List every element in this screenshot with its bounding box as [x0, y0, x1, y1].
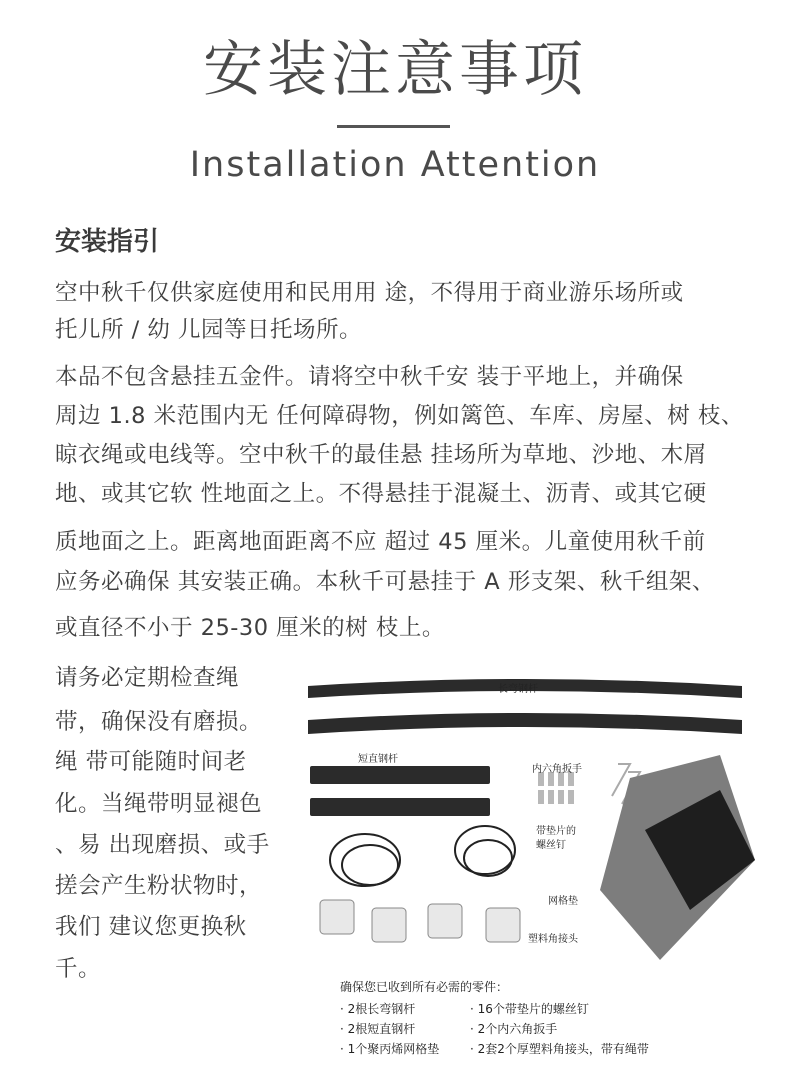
- side-line: 化。当绳带明显褪色: [55, 791, 263, 817]
- checklist-item: · 16个带垫片的螺丝钉: [470, 1002, 589, 1016]
- side-line: 千。: [55, 956, 102, 982]
- long-curved-tube: [308, 713, 742, 734]
- screws-group: [538, 772, 574, 804]
- guide-line: 晾衣绳或电线等。空中秋千的最佳悬 挂场所为草地、沙地、木屑: [55, 442, 707, 468]
- page-title: 安装注意事项: [203, 35, 587, 105]
- side-line: 请务必定期检查绳: [55, 665, 240, 691]
- title-divider: [337, 125, 450, 128]
- guide-line: 或直径不小于 25-30 厘米的树 枝上。: [55, 615, 445, 641]
- side-line: 带，确保没有磨损。: [55, 709, 263, 735]
- parts-figure: [300, 660, 770, 1060]
- guide-line: 空中秋千仅供家庭使用和民用用 途，不得用于商业游乐场所或: [55, 280, 684, 306]
- label-hex-key: 内六角扳手: [532, 764, 582, 775]
- guide-line: 应务必确保 其安装正确。本秋千可悬挂于 A 形支架、秋千组架、: [55, 569, 715, 595]
- label-short-tube: 短直钢杆: [358, 754, 398, 765]
- plastic-connectors: [320, 900, 520, 942]
- label-screw-1: 带垫片的: [536, 826, 576, 837]
- checklist-item: · 1个聚丙烯网格垫: [340, 1042, 440, 1056]
- side-line: 、易 出现磨损、或手: [55, 832, 270, 858]
- side-line: 我们 建议您更换秋: [55, 914, 247, 940]
- checklist-item: · 2根长弯钢杆: [340, 1002, 416, 1016]
- label-mesh: 网格垫: [548, 896, 578, 907]
- guide-line: 地、或其它软 性地面之上。不得悬挂于混凝土、沥青、或其它硬: [55, 481, 707, 507]
- checklist-item: · 2个内六角扳手: [470, 1022, 558, 1036]
- guide-heading: 安装指引: [55, 227, 160, 257]
- short-straight-tube: [310, 798, 490, 816]
- guide-line: 托儿所 / 幼 儿园等日托场所。: [55, 317, 363, 343]
- checklist-item: · 2套2个厚塑料角接头，带有绳带: [470, 1042, 649, 1056]
- label-connector: 塑料角接头: [528, 934, 578, 945]
- short-straight-tube: [310, 766, 490, 784]
- guide-line: 周边 1.8 米范围内无 任何障碍物，例如篱笆、车库、房屋、树 枝、: [55, 403, 744, 429]
- label-long-tube: 长弯钢杆: [498, 684, 538, 695]
- checklist-title: 确保您已收到所有必需的零件：: [340, 980, 509, 994]
- side-line: 绳 带可能随时间老: [55, 749, 247, 775]
- ropes: [330, 826, 515, 886]
- guide-line: 质地面之上。距离地面距离不应 超过 45 厘米。儿童使用秋千前: [55, 529, 706, 555]
- guide-line: 本品不包含悬挂五金件。请将空中秋千安 装于平地上，并确保: [55, 364, 684, 390]
- side-line: 搓会产生粉状物时，: [55, 873, 263, 899]
- page-subtitle: Installation Attention: [189, 145, 601, 185]
- label-screw-2: 螺丝钉: [536, 840, 566, 851]
- checklist-item: · 2根短直钢杆: [340, 1022, 416, 1036]
